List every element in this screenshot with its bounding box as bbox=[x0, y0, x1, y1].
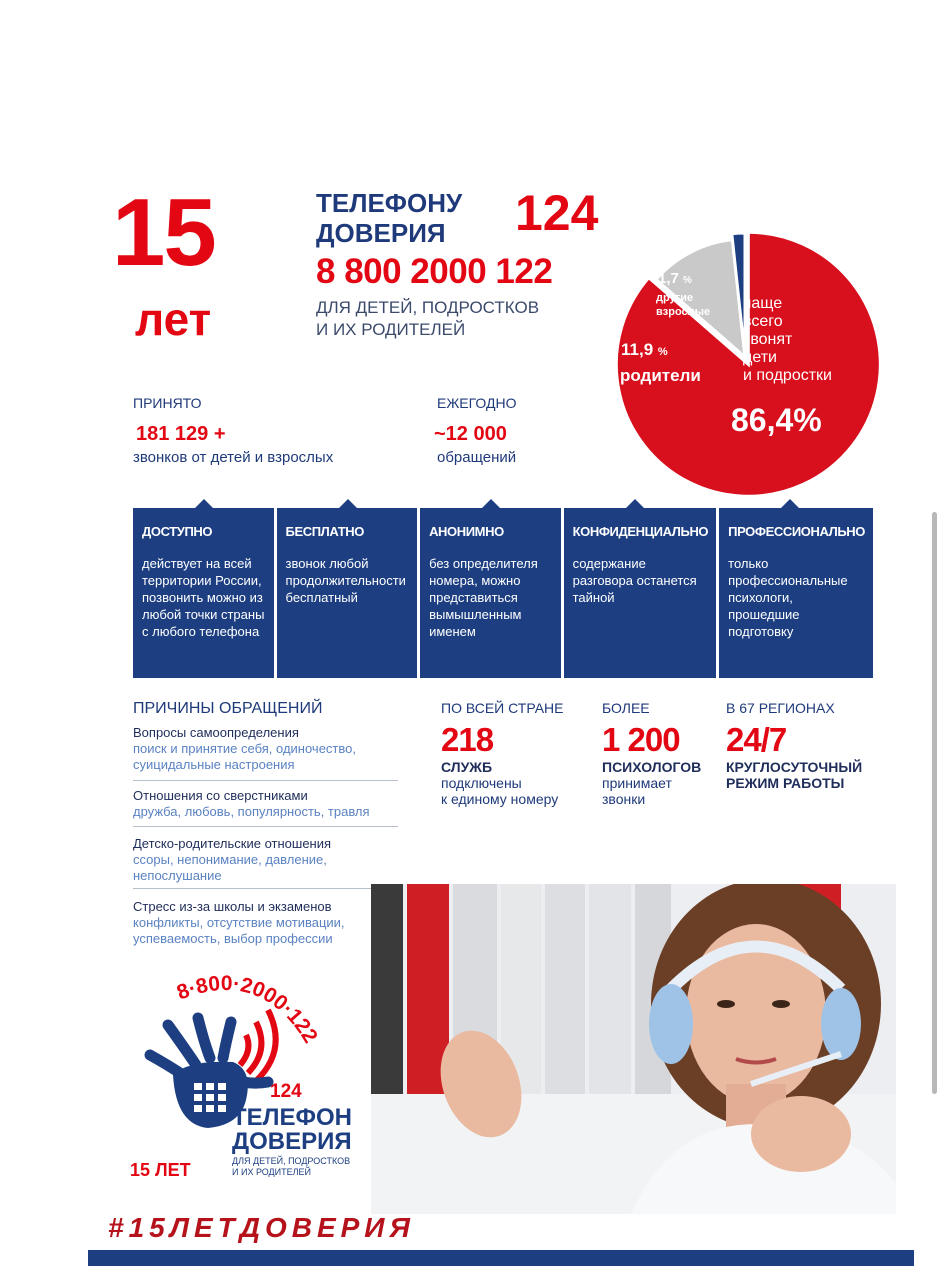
operator-illustration bbox=[371, 884, 896, 1214]
reason-item bbox=[133, 725, 398, 773]
logo-line-1: ТЕЛЕФОН bbox=[232, 1104, 352, 1131]
feature-card-free bbox=[277, 508, 418, 678]
hashtag[interactable]: #15ЛЕТДОВЕРИЯ bbox=[108, 1212, 415, 1243]
pie-label-children-value: 86,4% bbox=[731, 402, 822, 438]
feature-card-professional bbox=[719, 508, 873, 678]
stat-psychologists bbox=[602, 700, 701, 807]
feature-title: ПРОФЕССИОНАЛЬНО bbox=[728, 524, 865, 539]
feature-text: звонок любой продолжительности бесплатный bbox=[285, 556, 406, 605]
reason-title: Вопросы самоопределения bbox=[133, 725, 299, 740]
stat-services-value: 218 bbox=[441, 721, 494, 758]
feature-text: без определителя номера, можно представиться вымышленным именем bbox=[429, 556, 538, 639]
feature-title: АНОНИМНО bbox=[429, 524, 504, 539]
reason-divider bbox=[133, 888, 398, 889]
pie-label-other-value: 1,7 % bbox=[658, 270, 692, 287]
feature-text: действует на всей территории России, позвонить можно из любой точки страны с любого телефона bbox=[142, 556, 265, 639]
logo-short-number: 124 bbox=[270, 1081, 302, 1102]
audience-line-1: ДЛЯ ДЕТЕЙ, ПОДРОСТКОВ bbox=[316, 298, 540, 317]
stat-psychologists-bold: ПСИХОЛОГОВ bbox=[602, 759, 702, 775]
reason-divider bbox=[133, 780, 398, 781]
title-line-2: ДОВЕРИЯ bbox=[316, 218, 446, 248]
hotline-title bbox=[316, 188, 462, 248]
received-sub: звонков от детей и взрослых bbox=[133, 449, 334, 466]
yearly-value: ~12 000 bbox=[434, 423, 507, 445]
reason-item bbox=[133, 899, 398, 947]
operator-photo bbox=[371, 884, 896, 1214]
received-label: ПРИНЯТО bbox=[133, 395, 202, 411]
pie-label-parents-value: 11,9 % bbox=[621, 340, 668, 359]
audience-line-2: И ИХ РОДИТЕЛЕЙ bbox=[316, 320, 466, 339]
received-value: 181 129 + bbox=[136, 423, 226, 445]
pie-label-parents: родители bbox=[620, 366, 701, 385]
stat-psychologists-sub2: звонки bbox=[602, 791, 646, 807]
logo-line-2: ДОВЕРИЯ bbox=[232, 1128, 352, 1155]
reason-item bbox=[133, 836, 398, 884]
reason-title: Детско-родительские отношения bbox=[133, 836, 332, 851]
stat-hours bbox=[726, 700, 862, 791]
reason-text: поиск и принятие себя, одиночество, суицидальные настроения bbox=[133, 741, 356, 772]
stat-services-bold: СЛУЖБ bbox=[441, 759, 493, 775]
yearly-label: ЕЖЕГОДНО bbox=[437, 395, 517, 411]
feature-card-confidential bbox=[564, 508, 717, 678]
logo-years: 15 ЛЕТ bbox=[130, 1160, 191, 1180]
yearly-sub: обращений bbox=[437, 449, 517, 466]
stat-services-sub1: подключены bbox=[441, 775, 522, 791]
reason-text: конфликты, отсутствие мотивации, успеваемость, выбор профессии bbox=[133, 915, 345, 946]
scrollbar[interactable] bbox=[932, 512, 937, 1094]
feature-title: КОНФИДЕНЦИАЛЬНО bbox=[572, 524, 709, 539]
stat-psychologists-sub1: принимает bbox=[602, 775, 672, 791]
reason-text: дружба, любовь, популярность, травля bbox=[133, 804, 370, 819]
logo-arc-number: 8·800·2000·122 bbox=[173, 971, 322, 1048]
stat-psychologists-label: БОЛЕЕ bbox=[602, 700, 650, 716]
years-number: 15 bbox=[112, 179, 215, 286]
short-number: 124 bbox=[515, 185, 599, 241]
hotline-logo bbox=[128, 970, 368, 1185]
feature-card-anonymous bbox=[420, 508, 561, 678]
stat-psychologists-value: 1 200 bbox=[602, 721, 680, 758]
reasons-title: ПРИЧИНЫ ОБРАЩЕНИЙ bbox=[133, 700, 323, 717]
feature-text: содержание разговора останется тайной bbox=[572, 556, 697, 605]
hand-logo-icon bbox=[128, 970, 368, 1185]
reason-item bbox=[133, 788, 398, 820]
stat-services-label: ПО ВСЕЙ СТРАНЕ bbox=[441, 700, 564, 716]
years-word: лет bbox=[135, 293, 212, 345]
stat-hours-bold: КРУГЛОСУТОЧНЫЙ bbox=[726, 759, 863, 775]
stat-services bbox=[441, 700, 564, 807]
title-line-1: ТЕЛЕФОНУ bbox=[316, 188, 463, 218]
feature-text: только профессиональные психологи, прошедшие подготовку bbox=[728, 556, 848, 639]
audience-text bbox=[316, 297, 539, 341]
reason-text: ссоры, непонимание, давление, непослушание bbox=[133, 852, 327, 883]
reason-title: Отношения со сверстниками bbox=[133, 788, 308, 803]
stat-hours-value: 24/7 bbox=[726, 721, 787, 758]
feature-cards bbox=[133, 508, 873, 678]
reason-title: Стресс из-за школы и экзаменов bbox=[133, 899, 332, 914]
logo-sub-2: И ИХ РОДИТЕЛЕЙ bbox=[232, 1167, 311, 1177]
feature-title: ДОСТУПНО bbox=[142, 524, 213, 539]
stat-services-sub2: к единому номеру bbox=[441, 791, 559, 807]
pie-label-other: другие взрослые bbox=[656, 292, 711, 318]
logo-sub-1: ДЛЯ ДЕТЕЙ, ПОДРОСТКОВ bbox=[232, 1156, 351, 1166]
phone-number[interactable]: 8 800 2000 122 bbox=[316, 252, 553, 291]
reason-divider bbox=[133, 826, 398, 827]
stat-hours-label: В 67 РЕГИОНАХ bbox=[726, 700, 835, 716]
bottom-bar bbox=[88, 1250, 914, 1266]
feature-card-accessible bbox=[133, 508, 274, 678]
stat-hours-bold2: РЕЖИМ РАБОТЫ bbox=[726, 775, 845, 791]
feature-title: БЕСПЛАТНО bbox=[285, 524, 364, 539]
pie-label-children: чаще всего звонят дети и подростки bbox=[743, 295, 832, 384]
